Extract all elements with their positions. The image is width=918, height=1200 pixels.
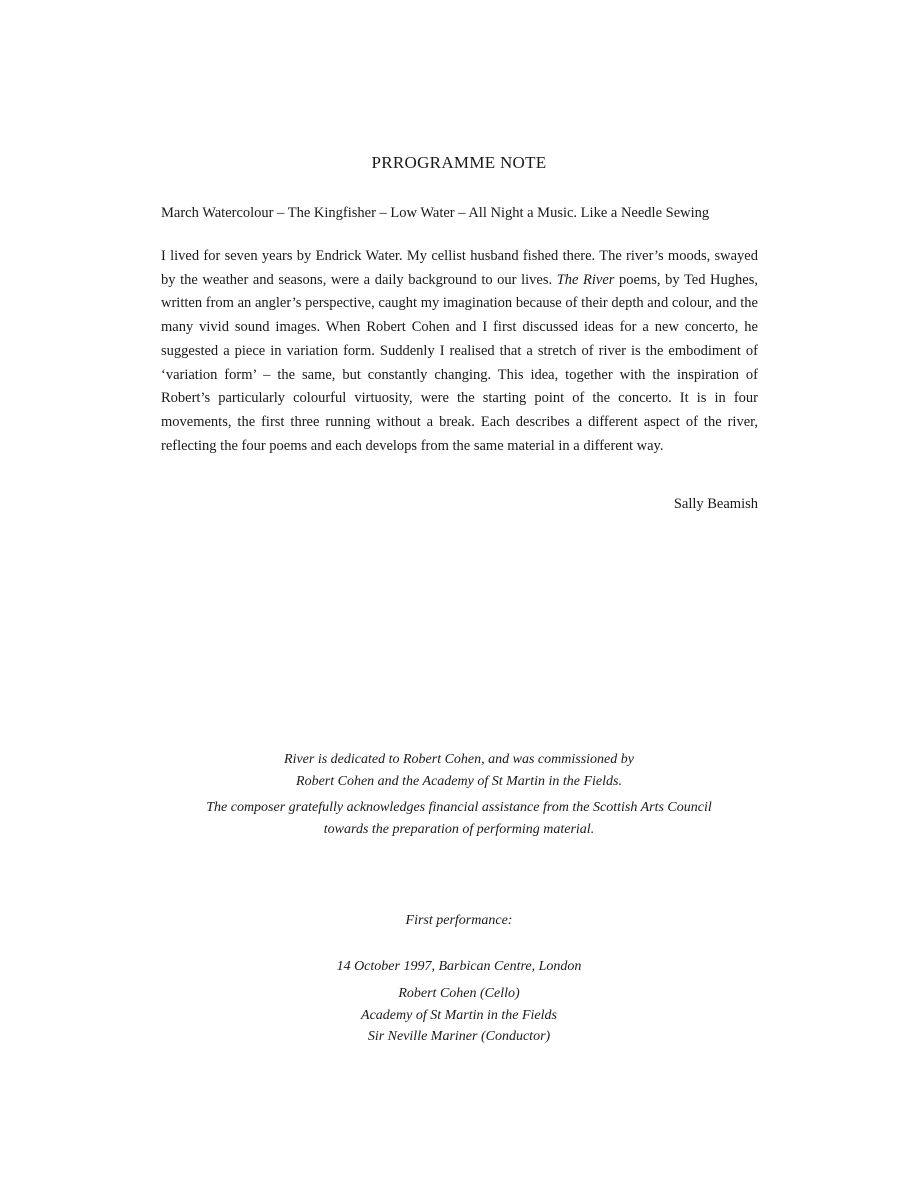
author-signature: Sally Beamish (673, 496, 758, 512)
work-title-italic: The River (556, 271, 615, 288)
page-title: PRROGRAMME NOTE (371, 153, 547, 172)
programme-note-body (161, 245, 758, 458)
note-text-part-2: poems, by Ted Hughes, written from an angler’s perspective, caught my imagination because of their depth and colour, and the many vivid sound images. When Robert Cohen and I first discussed ideas for a new concerto, he suggested a piece in variation form. Suddenly I realised that a stretch of river is the embodiment of ‘variation form’ – the same, but constantly changing. This idea, together with the inspiration of Robert’s particularly colourful virtuosity, were the starting point of the concerto. It is in four movements, the first three running without a break. Each describes a different aspect of the river, reflecting the four poems and each develops from the same material in a different way. (161, 271, 758, 454)
performer-orchestra: Academy of St Martin in the Fields (361, 1007, 557, 1023)
acknowledgement-line-2: towards the preparation of performing material. (323, 822, 595, 837)
performer-soloist: Robert Cohen (Cello) (398, 986, 520, 1001)
acknowledgement-line-1: The composer gratefully acknowledges financial assistance from the Scottish Arts Council (206, 800, 712, 815)
first-performance-label: First performance: (405, 913, 513, 928)
dedication-line-2: Robert Cohen and the Academy of St Martin in the Fields. (296, 774, 622, 789)
first-performance-date-venue: 14 October 1997, Barbican Centre, London (336, 959, 582, 974)
performer-conductor: Sir Neville Mariner (Conductor) (367, 1029, 551, 1044)
movement-titles: March Watercolour – The Kingfisher – Low Water – All Night a Music. Like a Needle Sewing (161, 205, 710, 221)
performers-list (0, 983, 918, 1048)
acknowledgement (0, 797, 918, 841)
dedication (0, 749, 918, 793)
note-text-part-1: I lived for seven years by Endrick Water. My cellist husband fished there. The river’s moods, swayed by the weather and seasons, were a daily background to our lives. (161, 248, 758, 288)
dedication-line-1: River is dedicated to Robert Cohen, and was commissioned by (284, 752, 634, 767)
